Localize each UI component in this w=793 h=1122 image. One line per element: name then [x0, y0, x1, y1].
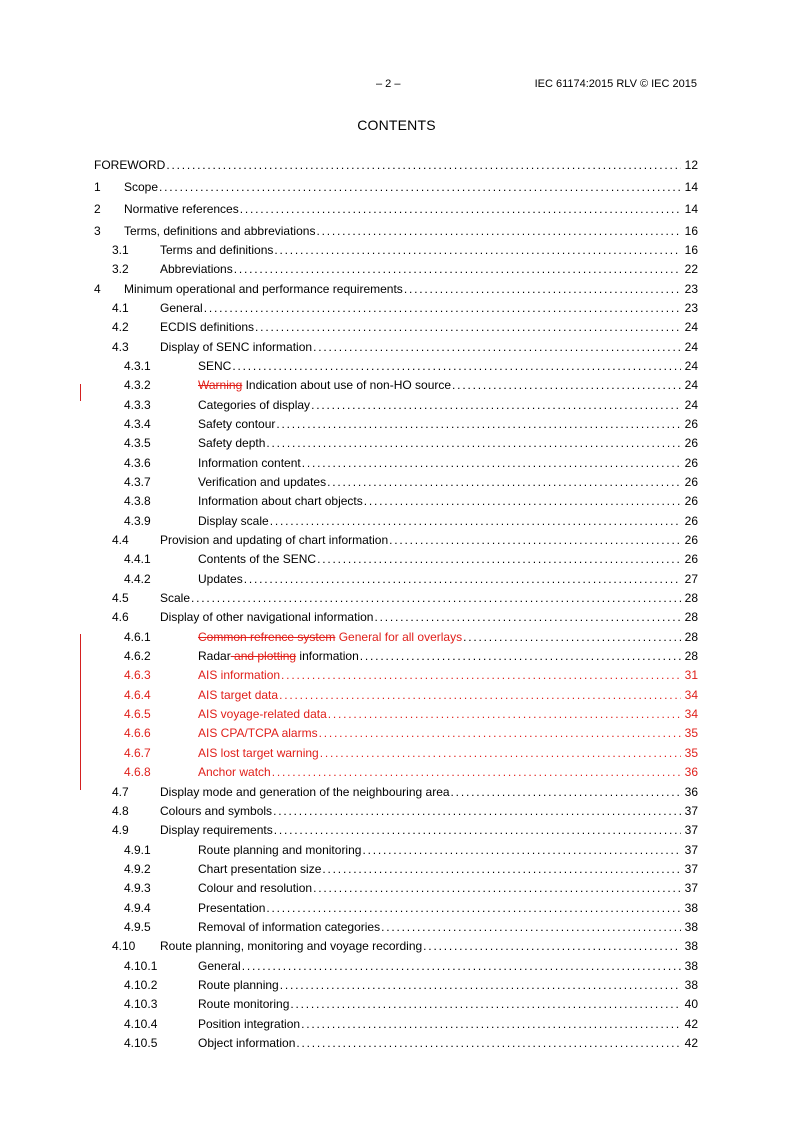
page-header [0, 78, 793, 92]
dot-leader [281, 666, 681, 685]
toc-entry-title [160, 821, 273, 840]
toc-entry-title [198, 957, 241, 976]
toc-entry-page: 36 [684, 765, 698, 780]
toc-entry-number: 4.10.2 [124, 977, 158, 992]
entry-text: Safety depth [198, 436, 266, 451]
toc-entry[interactable] [94, 415, 698, 434]
toc-entry-title [198, 512, 269, 531]
toc-entry-page: 22 [684, 262, 698, 277]
toc-entry[interactable] [94, 570, 698, 589]
toc-entry-page: 14 [684, 179, 698, 194]
toc-entry[interactable] [94, 647, 698, 666]
entry-text: Colours and symbols [160, 803, 273, 818]
dot-leader [381, 918, 681, 937]
toc-entry-page: 38 [684, 977, 698, 992]
entry-text: Normative references [124, 201, 239, 216]
toc-entry-number: 4.3.2 [124, 378, 151, 393]
toc-entry-title [124, 200, 239, 219]
toc-entry-page: 26 [684, 513, 698, 528]
toc-entry-page: 12 [684, 158, 698, 172]
dot-leader [320, 744, 681, 763]
table-of-contents [94, 156, 698, 1053]
dot-leader [242, 957, 681, 976]
entry-text: Colour and resolution [198, 881, 313, 896]
toc-entry-page: 23 [684, 281, 698, 296]
toc-entry-page: 14 [684, 201, 698, 216]
added-text: Anchor watch [198, 765, 271, 780]
toc-entry-title [160, 531, 388, 550]
toc-entry-page: 31 [684, 668, 698, 683]
dot-leader [244, 570, 681, 589]
toc-entry-number: 4.3.3 [124, 397, 151, 412]
toc-entry-page: 27 [684, 571, 698, 586]
dot-leader [266, 434, 681, 453]
page-title: CONTENTS [357, 117, 436, 133]
dot-leader [234, 260, 681, 279]
dot-leader [204, 299, 681, 318]
toc-entry-page: 28 [684, 649, 698, 664]
toc-entry-number: 4.4 [112, 533, 129, 548]
toc-entry[interactable] [94, 937, 698, 956]
toc-entry-number: 4.6.7 [124, 745, 151, 760]
toc-entry-title [198, 550, 316, 569]
toc-entry[interactable] [94, 357, 698, 376]
entry-text: Indication about use of non-HO source [242, 378, 452, 393]
toc-entry-page: 26 [684, 552, 698, 567]
dot-leader [166, 156, 681, 175]
toc-entry-page: 34 [684, 687, 698, 702]
toc-entry-page: 24 [684, 397, 698, 412]
dot-leader [360, 647, 681, 666]
toc-entry-number: 4.6.3 [124, 668, 151, 683]
entry-text: information [296, 649, 359, 664]
toc-entry-page: 28 [684, 629, 698, 644]
toc-entry-number: 4.9.5 [124, 919, 151, 934]
toc-entry-title [198, 744, 319, 763]
entry-text: Scale [160, 591, 191, 606]
toc-entry-title [160, 260, 233, 279]
added-text: AIS voyage-related data [198, 707, 327, 722]
dot-leader [327, 473, 681, 492]
toc-entry-number: 1 [94, 179, 101, 194]
toc-entry-title [198, 976, 279, 995]
entry-text: Route planning [198, 977, 279, 992]
toc-entry[interactable] [94, 860, 698, 879]
dot-leader [319, 724, 681, 743]
toc-entry[interactable] [94, 434, 698, 453]
dot-leader [404, 280, 681, 299]
toc-entry-page: 37 [684, 842, 698, 857]
toc-entry-number: 4.1 [112, 300, 129, 315]
dot-leader [316, 222, 681, 241]
toc-entry-page: 26 [684, 475, 698, 489]
toc-entry-title [198, 666, 280, 685]
toc-entry-title [160, 299, 203, 318]
toc-entry-title [160, 589, 190, 608]
toc-entry-page: 37 [684, 861, 698, 876]
toc-entry[interactable] [94, 976, 698, 995]
toc-entry-page: 26 [684, 416, 698, 431]
toc-entry[interactable] [94, 318, 698, 337]
toc-entry[interactable] [94, 918, 698, 937]
dot-leader [266, 899, 681, 918]
toc-entry-page: 34 [684, 707, 698, 722]
dot-leader [279, 686, 681, 705]
toc-entry-title [198, 473, 326, 492]
toc-entry[interactable] [94, 686, 698, 705]
toc-entry-page: 38 [684, 919, 698, 934]
dot-leader [159, 178, 681, 197]
toc-entry[interactable] [94, 802, 698, 821]
toc-entry[interactable] [94, 178, 698, 197]
toc-entry-title [160, 241, 273, 260]
dot-leader [240, 200, 681, 219]
toc-entry-number: 4.10 [112, 939, 136, 954]
toc-entry-page: 26 [684, 455, 698, 470]
toc-entry-page: 26 [684, 533, 698, 548]
toc-entry-page: 24 [684, 339, 698, 354]
toc-entry-number: 4.2 [112, 320, 129, 335]
toc-entry-title [198, 686, 278, 705]
toc-entry-title [198, 1034, 295, 1053]
toc-entry-number: 3.1 [112, 242, 129, 257]
dot-leader [274, 821, 681, 840]
toc-entry-title [160, 802, 272, 821]
toc-entry-title [198, 899, 265, 918]
toc-entry-number: 4.7 [112, 784, 129, 799]
toc-entry-page: 37 [684, 881, 698, 896]
dot-leader [364, 492, 681, 511]
toc-entry[interactable] [94, 241, 698, 260]
entry-text: Terms and definitions [160, 242, 274, 257]
toc-entry-title [198, 647, 359, 666]
toc-entry-number: 4.10.4 [124, 1016, 158, 1031]
dot-leader [328, 705, 681, 724]
toc-entry-title [198, 376, 451, 395]
dot-leader [311, 396, 681, 415]
toc-entry-number: 4.3.5 [124, 436, 151, 451]
toc-entry-page: 24 [684, 320, 698, 335]
toc-entry-number: 4.10.3 [124, 997, 158, 1012]
toc-entry-page: 42 [684, 1035, 698, 1050]
toc-entry-number: 3.2 [112, 262, 129, 277]
dot-leader [274, 241, 681, 260]
entry-text: Updates [198, 571, 243, 586]
toc-entry-title [124, 222, 315, 241]
toc-entry[interactable] [94, 763, 698, 782]
toc-entry-page: 36 [684, 784, 698, 799]
dot-leader [273, 802, 681, 821]
toc-entry-page: 24 [684, 378, 698, 393]
toc-entry-title [198, 763, 271, 782]
toc-entry[interactable] [94, 260, 698, 279]
toc-entry-number: 4.10.1 [124, 958, 158, 973]
dot-leader [313, 338, 681, 357]
toc-entry-page: 16 [684, 223, 698, 238]
toc-entry-number: 3 [94, 223, 101, 238]
deleted-text: Common refrence system [198, 629, 336, 644]
toc-entry-page: 38 [684, 958, 698, 973]
toc-entry-number: 4.4.2 [124, 571, 151, 586]
toc-entry-title [198, 705, 327, 724]
dot-leader [232, 357, 681, 376]
toc-entry[interactable] [94, 492, 698, 511]
toc-entry-title [198, 724, 318, 743]
dot-leader [451, 783, 681, 802]
entry-text: Display of SENC information [160, 339, 313, 354]
toc-entry-page: 23 [684, 300, 698, 315]
toc-entry-number: 4.3.1 [124, 358, 151, 373]
toc-entry-number: 4.6.4 [124, 687, 151, 702]
entry-text: Scope [124, 179, 159, 194]
entry-text: Provision and updating of chart information [160, 533, 389, 548]
toc-entry[interactable] [94, 841, 698, 860]
entry-text: Display of other navigational information [160, 610, 374, 625]
dot-leader [276, 415, 681, 434]
added-text: AIS CPA/TCPA alarms [198, 726, 318, 741]
toc-entry[interactable] [94, 957, 698, 976]
deleted-text: and plotting [230, 649, 297, 664]
toc-entry-title [198, 1015, 300, 1034]
entry-text: Removal of information categories [198, 919, 381, 934]
toc-entry-number: 4.10.5 [124, 1035, 158, 1050]
toc-entry-number: 4.8 [112, 803, 129, 818]
toc-entry[interactable] [94, 473, 698, 492]
toc-entry-page: 26 [684, 436, 698, 451]
toc-entry-number: 4.3 [112, 339, 129, 354]
entry-text: Safety contour [198, 416, 276, 431]
toc-entry-title [160, 783, 450, 802]
toc-entry[interactable] [94, 821, 698, 840]
toc-entry-number: 4 [94, 281, 101, 296]
toc-entry-title [198, 396, 310, 415]
toc-entry-number: 4.5 [112, 591, 129, 606]
dot-leader [255, 318, 681, 337]
toc-entry-title [198, 492, 363, 511]
toc-entry-title [198, 434, 265, 453]
toc-entry-page: 26 [684, 494, 698, 509]
dot-leader [322, 860, 681, 879]
toc-entry[interactable] [94, 156, 698, 175]
deleted-text: Warning [198, 378, 243, 393]
entry-text: Contents of the SENC [198, 552, 317, 567]
dot-leader [272, 763, 681, 782]
revision-bar-2 [80, 634, 81, 790]
toc-entry-number: 4.6.5 [124, 707, 151, 722]
entry-text: Categories of display [198, 397, 311, 412]
toc-entry[interactable] [94, 512, 698, 531]
toc-entry[interactable] [94, 1015, 698, 1034]
page-number: – 2 – [376, 78, 401, 90]
toc-entry[interactable] [94, 608, 698, 627]
toc-entry-number: 4.4.1 [124, 552, 151, 567]
entry-text: FOREWORD [94, 158, 166, 172]
toc-entry[interactable] [94, 550, 698, 569]
toc-entry-number: 4.3.8 [124, 494, 151, 509]
toc-entry-page: 16 [684, 242, 698, 257]
toc-entry[interactable] [94, 705, 698, 724]
toc-entry-title [198, 357, 231, 376]
added-text: AIS information [198, 668, 281, 683]
toc-entry-page: 38 [684, 939, 698, 954]
entry-text: Chart presentation size [198, 861, 322, 876]
toc-entry-number: 4.9.3 [124, 881, 151, 896]
toc-entry[interactable] [94, 666, 698, 685]
toc-entry[interactable] [94, 338, 698, 357]
toc-entry-title [160, 338, 312, 357]
added-text: General for all overlays [335, 629, 463, 644]
toc-entry-number: 4.3.7 [124, 475, 151, 489]
toc-entry-page: 38 [684, 900, 698, 915]
toc-entry[interactable] [94, 200, 698, 219]
toc-entry-page: 28 [684, 591, 698, 606]
toc-entry[interactable] [94, 1034, 698, 1053]
toc-entry[interactable] [94, 299, 698, 318]
toc-entry-number: 4.6.1 [124, 629, 151, 644]
dot-leader [302, 454, 681, 473]
toc-entry-title [198, 570, 243, 589]
toc-entry-page: 28 [684, 610, 698, 625]
toc-entry-page: 42 [684, 1016, 698, 1031]
entry-text: Verification and updates [198, 475, 327, 489]
dot-leader [290, 995, 681, 1014]
dot-leader [463, 628, 681, 647]
entry-text: ECDIS definitions [160, 320, 255, 335]
toc-entry-page: 37 [684, 823, 698, 838]
dot-leader [280, 976, 681, 995]
entry-text: Position integration [198, 1016, 301, 1031]
entry-text: General [160, 300, 203, 315]
toc-entry[interactable] [94, 744, 698, 763]
toc-entry-number: 4.6.6 [124, 726, 151, 741]
toc-entry-title [198, 918, 380, 937]
entry-text: Information content [198, 455, 301, 470]
toc-entry-title [160, 608, 373, 627]
dot-leader [374, 608, 681, 627]
entry-text: Terms, definitions and abbreviations [124, 223, 316, 238]
dot-leader [313, 879, 681, 898]
toc-entry-number: 2 [94, 201, 101, 216]
toc-entry-title [160, 937, 422, 956]
toc-entry[interactable] [94, 222, 698, 241]
toc-entry-page: 40 [684, 997, 698, 1012]
entry-text: General [198, 958, 241, 973]
dot-leader [423, 937, 681, 956]
toc-entry[interactable] [94, 376, 698, 395]
dot-leader [270, 512, 681, 531]
toc-entry-title [198, 841, 361, 860]
toc-entry-number: 4.3.4 [124, 416, 151, 431]
dot-leader [362, 841, 681, 860]
toc-entry[interactable] [94, 783, 698, 802]
toc-entry-page: 35 [684, 745, 698, 760]
entry-text: Radar [198, 649, 231, 664]
toc-entry-title [198, 995, 289, 1014]
toc-entry[interactable] [94, 396, 698, 415]
toc-entry-number: 4.9.1 [124, 842, 151, 857]
entry-text: Display requirements [160, 823, 273, 838]
toc-entry-page: 37 [684, 803, 698, 818]
toc-entry-number: 4.6.2 [124, 649, 151, 664]
entry-text: Presentation [198, 900, 266, 915]
toc-entry[interactable] [94, 628, 698, 647]
entry-text: Route planning, monitoring and voyage recording [160, 939, 423, 954]
toc-entry-title [198, 454, 301, 473]
toc-entry[interactable] [94, 899, 698, 918]
dot-leader [317, 550, 681, 569]
toc-entry-title [198, 415, 275, 434]
toc-entry-page: 35 [684, 726, 698, 741]
toc-entry-title [124, 280, 403, 299]
dot-leader [191, 589, 681, 608]
toc-entry[interactable] [94, 454, 698, 473]
toc-entry[interactable] [94, 589, 698, 608]
toc-entry-number: 4.6 [112, 610, 129, 625]
toc-entry-title [198, 879, 312, 898]
entry-text: Information about chart objects [198, 494, 363, 509]
added-text: AIS target data [198, 687, 279, 702]
entry-text: Display scale [198, 513, 269, 528]
toc-entry[interactable] [94, 724, 698, 743]
toc-entry-title [94, 156, 165, 175]
toc-entry-title [198, 860, 321, 879]
dot-leader [452, 376, 681, 395]
entry-text: Display mode and generation of the neighbouring area [160, 784, 450, 799]
toc-entry[interactable] [94, 995, 698, 1014]
entry-text: Minimum operational and performance requirements [124, 281, 403, 296]
dot-leader [296, 1034, 681, 1053]
entry-text: Abbreviations [160, 262, 233, 277]
toc-entry-title [124, 178, 158, 197]
toc-entry-number: 4.3.6 [124, 455, 151, 470]
toc-entry[interactable] [94, 280, 698, 299]
toc-entry-number: 4.6.8 [124, 765, 151, 780]
toc-entry-title [160, 318, 254, 337]
toc-entry-page: 24 [684, 358, 698, 373]
entry-text: Route monitoring [198, 997, 290, 1012]
entry-text: Object information [198, 1035, 296, 1050]
toc-entry-number: 4.9.4 [124, 900, 151, 915]
revision-bar-1 [80, 384, 81, 401]
toc-entry-number: 4.3.9 [124, 513, 151, 528]
toc-entry-title [198, 628, 462, 647]
added-text: AIS lost target warning [198, 745, 319, 760]
toc-entry-number: 4.9 [112, 823, 129, 838]
entry-text: Route planning and monitoring [198, 842, 362, 857]
entry-text: SENC [198, 358, 232, 373]
toc-entry-number: 4.9.2 [124, 861, 151, 876]
dot-leader [389, 531, 681, 550]
document-id: IEC 61174:2015 RLV © IEC 2015 [534, 78, 697, 90]
toc-entry[interactable] [94, 879, 698, 898]
toc-entry[interactable] [94, 531, 698, 550]
dot-leader [301, 1015, 681, 1034]
